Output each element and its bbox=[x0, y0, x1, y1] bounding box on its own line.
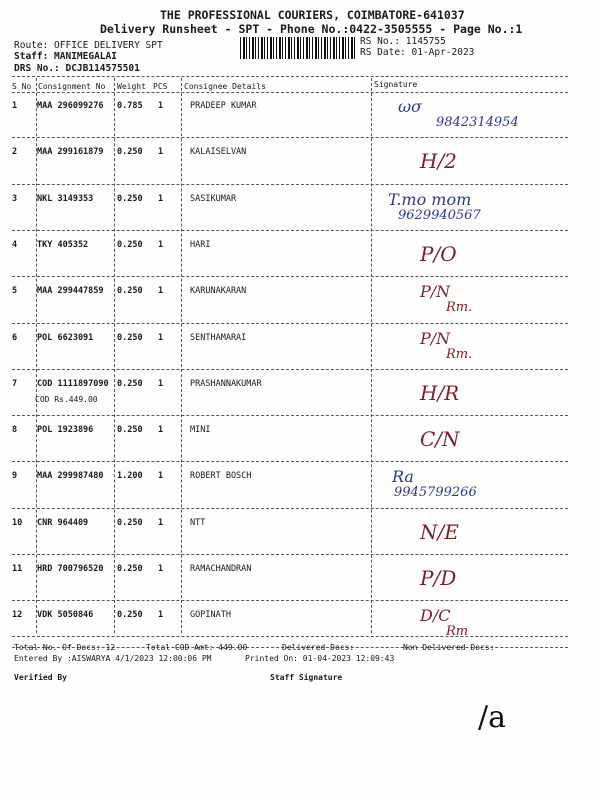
row-consignee: GOPINATH bbox=[190, 610, 231, 621]
col-divider bbox=[371, 78, 372, 633]
entered-by: Entered By :AISWARYA 4/1/2023 12:00:06 PM bbox=[14, 654, 212, 663]
row-consignee: SENTHAMARAI bbox=[190, 332, 247, 343]
row-signature: P/N bbox=[420, 328, 451, 348]
row-divider bbox=[12, 554, 568, 555]
row-consignee: NTT bbox=[190, 517, 206, 528]
row-divider bbox=[12, 369, 568, 370]
route: Route: OFFICE DELIVERY SPT bbox=[14, 40, 163, 51]
row-signature: ωσ bbox=[398, 97, 422, 116]
row-signature-note: 9945799266 bbox=[394, 485, 477, 501]
row-signature: C/N bbox=[420, 427, 460, 452]
row-weight: 0.250 bbox=[117, 286, 143, 297]
row-weight: 1.200 bbox=[117, 471, 143, 482]
company-name: THE PROFESSIONAL COURIERS, COIMBATORE-641037 bbox=[160, 8, 465, 22]
col-weight: Weight bbox=[117, 82, 146, 91]
header-rule-top bbox=[12, 76, 568, 77]
row-sno: 6 bbox=[12, 332, 18, 343]
row-pcs: 1 bbox=[158, 147, 164, 158]
row-signature-note: Rm. bbox=[446, 346, 473, 362]
col-divider bbox=[114, 78, 115, 633]
row-weight: 0.250 bbox=[117, 425, 143, 436]
row-consignment-no: HRD 700796520 bbox=[37, 564, 104, 574]
row-pcs: 1 bbox=[158, 286, 164, 297]
rs-date: RS Date: 01-Apr-2023 bbox=[360, 47, 475, 58]
row-divider bbox=[12, 508, 568, 509]
row-pcs: 1 bbox=[158, 564, 164, 574]
row-signature-note: Rm bbox=[446, 624, 469, 640]
row-consignment-no: MAA 299447859 bbox=[37, 286, 104, 297]
row-consignee: PRASHANNAKUMAR bbox=[190, 378, 262, 389]
non-delivered-docs: Non Delivered Docs: bbox=[403, 643, 495, 652]
row-weight: 0.250 bbox=[117, 378, 143, 389]
col-divider bbox=[36, 78, 37, 633]
row-consignment-no: NKL 3149353 bbox=[37, 193, 94, 204]
header-rule-bottom bbox=[12, 92, 568, 93]
col-divider bbox=[181, 78, 182, 633]
row-consignment-no: MAA 299987480 bbox=[37, 471, 104, 482]
row-weight: 0.250 bbox=[117, 239, 143, 250]
delivered-docs: Delivered Docs: bbox=[282, 643, 355, 652]
row-weight: 0.250 bbox=[117, 193, 143, 204]
staff-signature-label: Staff Signature bbox=[270, 673, 343, 682]
row-consignment-no: POL 1923896 bbox=[37, 425, 94, 436]
row-signature: P/O bbox=[420, 241, 457, 266]
row-sno: 2 bbox=[12, 147, 18, 158]
row-consignment-no: MAA 299161879 bbox=[37, 147, 104, 158]
total-cod: Total COD Amt: 449.00 bbox=[146, 643, 248, 652]
row-divider bbox=[12, 184, 568, 185]
row-divider bbox=[12, 461, 568, 462]
row-consignee: MINI bbox=[190, 425, 211, 436]
row-consignment-no: POL 6623091 bbox=[37, 332, 94, 343]
col-consignee: Consignee Details bbox=[184, 82, 266, 91]
row-pcs: 1 bbox=[158, 471, 164, 482]
row-divider bbox=[12, 276, 568, 277]
verified-by: Verified By bbox=[14, 673, 67, 682]
row-weight: 0.250 bbox=[117, 517, 143, 528]
col-consignment: Consignment No bbox=[38, 82, 106, 91]
row-sno: 3 bbox=[12, 193, 18, 204]
row-divider bbox=[12, 137, 568, 138]
row-weight: 0.250 bbox=[117, 610, 143, 621]
col-pcs: PCS bbox=[153, 82, 168, 91]
row-signature: N/E bbox=[420, 519, 459, 544]
row-pcs: 1 bbox=[158, 378, 164, 389]
col-signature: Signature bbox=[374, 80, 418, 89]
row-cod-note: COD Rs.449.00 bbox=[35, 394, 98, 404]
row-signature: H/R bbox=[420, 380, 460, 405]
staff: Staff: MANIMEGALAI bbox=[14, 51, 117, 62]
row-signature: P/D bbox=[420, 566, 457, 590]
row-divider bbox=[12, 323, 568, 324]
row-consignment-no: VDK 5050846 bbox=[37, 610, 94, 621]
row-sno: 11 bbox=[12, 564, 23, 574]
row-signature-note: 9842314954 bbox=[436, 115, 519, 130]
row-pcs: 1 bbox=[158, 332, 164, 343]
row-signature-note: Rm. bbox=[446, 300, 473, 316]
row-sno: 8 bbox=[12, 425, 18, 436]
row-divider bbox=[12, 415, 568, 416]
row-sno: 12 bbox=[12, 610, 23, 621]
row-sno: 4 bbox=[12, 239, 18, 250]
row-consignee: KARUNAKARAN bbox=[190, 286, 247, 297]
row-consignment-no: CNR 964409 bbox=[37, 517, 89, 528]
row-signature: P/N bbox=[420, 282, 451, 302]
row-consignee: RAMACHANDRAN bbox=[190, 564, 252, 574]
row-consignee: SASIKUMAR bbox=[190, 193, 237, 204]
row-signature: T.mo mom bbox=[388, 189, 472, 209]
row-consignee: ROBERT BOSCH bbox=[190, 471, 252, 482]
row-signature: Ra bbox=[392, 467, 414, 487]
row-weight: 0.785 bbox=[117, 101, 143, 111]
barcode bbox=[240, 37, 355, 59]
row-consignment-no: COD 1111897090 bbox=[37, 378, 109, 389]
row-consignee: KALAISELVAN bbox=[190, 147, 247, 158]
runsheet-subtitle: Delivery Runsheet - SPT - Phone No.:0422-3505555 - Page No.:1 bbox=[100, 22, 523, 36]
row-pcs: 1 bbox=[158, 610, 164, 621]
row-sno: 1 bbox=[12, 101, 18, 111]
row-sno: 5 bbox=[12, 286, 18, 297]
printed-on: Printed On: 01-04-2023 12:09:43 bbox=[245, 654, 395, 663]
row-signature: H/2 bbox=[420, 149, 457, 174]
row-consignee: HARI bbox=[190, 239, 211, 250]
rs-number: RS No.: 1145755 bbox=[360, 36, 446, 47]
row-pcs: 1 bbox=[158, 193, 164, 204]
row-sno: 7 bbox=[12, 378, 18, 389]
row-sno: 9 bbox=[12, 471, 18, 482]
row-consignee: PRADEEP KUMAR bbox=[190, 101, 257, 111]
row-weight: 0.250 bbox=[117, 147, 143, 158]
row-divider bbox=[12, 600, 568, 601]
row-consignment-no: MAA 296099276 bbox=[37, 101, 104, 111]
row-weight: 0.250 bbox=[117, 332, 143, 343]
drs-number: DRS No.: DCJB114575501 bbox=[14, 63, 140, 74]
row-weight: 0.250 bbox=[117, 564, 143, 574]
row-consignment-no: TKY 405352 bbox=[37, 239, 89, 250]
row-pcs: 1 bbox=[158, 425, 164, 436]
row-signature: D/C bbox=[420, 606, 451, 626]
row-pcs: 1 bbox=[158, 239, 164, 250]
col-sno: S No bbox=[12, 82, 32, 91]
row-pcs: 1 bbox=[158, 101, 164, 111]
footer-rule bbox=[12, 636, 568, 637]
handwritten-mark: /a bbox=[478, 700, 506, 735]
total-docs: Total No. Of Docs: 12 bbox=[14, 643, 116, 652]
row-signature-note: 9629940567 bbox=[398, 207, 481, 223]
row-sno: 10 bbox=[12, 517, 23, 528]
row-pcs: 1 bbox=[158, 517, 164, 528]
row-divider bbox=[12, 230, 568, 231]
